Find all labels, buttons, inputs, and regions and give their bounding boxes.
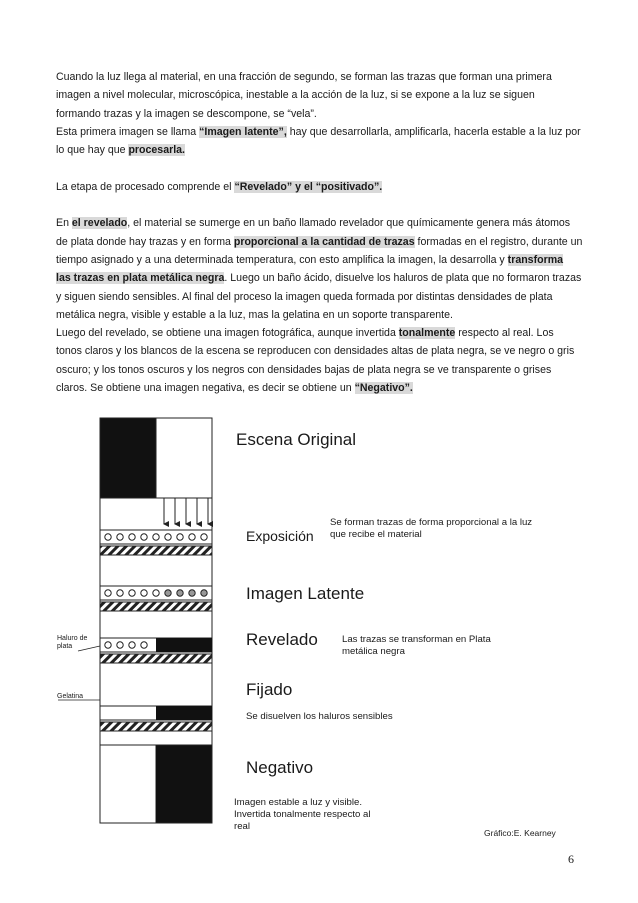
paragraph-line: Luego del revelado, se obtiene una imagen fotográfica, aunque invertida tonalmente respecto al real. Los — [56, 327, 554, 340]
paragraph-line: Cuando la luz llega al material, en una fracción de segundo, se forman las trazas que forman una primera — [56, 71, 552, 83]
paragraph-line: imagen a nivel molecular, microscópica, inestable a la acción de la luz, si se expone a la luz se siguen — [56, 89, 535, 102]
revelado-film — [100, 638, 212, 663]
paragraph-line: lo que hay que procesarla. — [56, 144, 185, 157]
highlight-proporcional: proporcional a la cantidad de trazas — [233, 235, 415, 248]
label-exposicion: Exposición — [246, 528, 314, 544]
imagen-latente-film — [100, 586, 212, 611]
paragraph-line: tiempo asignado y a una determinada temperatura, con esto amplifica la imagen, la desarrolla y transforma — [56, 253, 564, 266]
label-gelatina: Gelatina — [57, 693, 84, 700]
paragraph-line: En el revelado, el material se sumerge en un baño llamado revelador que químicamente genera más átomos — [56, 217, 571, 230]
exposicion-note: Se forman trazas de forma proporcional a la luz que recibe el material — [330, 517, 533, 540]
highlight-imagen-latente: “Imagen latente”, — [199, 125, 287, 138]
highlight-procesarla: procesarla. — [128, 144, 185, 157]
label-haluro-plata: Haluro de plata — [57, 635, 88, 650]
highlight-negativo: “Negativo”. — [354, 382, 413, 395]
paragraph-line: formando trazas y la imagen se descompone, se “vela”. — [56, 107, 317, 120]
paragraph-line: oscuro; y los tonos oscuros y los negros con densidades bajas de plata negra se ve transparente o grises — [56, 363, 552, 376]
fijado-film — [100, 706, 212, 731]
paragraph-line: de plata donde hay trazas y en forma proporcional a la cantidad de trazas formadas en el registro, durante un — [56, 235, 583, 248]
paragraph-line: metálica negra, visible y estable a la luz, mas la gelatina en un soporte transparente. — [56, 308, 453, 321]
page-number: 6 — [568, 852, 574, 866]
label-revelado: Revelado — [246, 630, 318, 649]
paragraph-line: Esta primera imagen se llama “Imagen latente”, hay que desarrollarla, amplificarla, hacerla estable a la luz por — [56, 125, 581, 138]
revelado-note: Las trazas se transforman en Plata metálica negra — [342, 634, 491, 657]
label-fijado: Fijado — [246, 680, 293, 699]
highlight-transforma: transforma — [507, 253, 564, 266]
exposicion-film — [100, 530, 212, 555]
highlight-plata-metalica: las trazas en plata metálica negra — [56, 272, 225, 285]
paragraph-line: tonos claros y los blancos de la escena se reproducen con densidades altas de plata negra, se ve negro o gris — [56, 345, 575, 358]
highlight-tonalmente: tonalmente — [398, 327, 456, 340]
escena-original-block — [100, 418, 212, 498]
negativo-note: Imagen estable a luz y visible. Invertida tonalmente respecto al real — [234, 797, 371, 832]
highlight-el-revelado: el revelado — [71, 217, 128, 230]
paragraph-line: y siguen siendo sensibles. Al final del proceso la imagen queda formada por distintas densidades de plata — [56, 290, 553, 303]
label-escena-original: Escena Original — [236, 430, 357, 449]
light-arrows — [164, 498, 208, 524]
label-imagen-latente: Imagen Latente — [246, 584, 365, 603]
paragraph-line: La etapa de procesado comprende el “Revelado” y el “positivado”. — [56, 180, 383, 193]
negativo-block — [100, 745, 212, 823]
label-negativo: Negativo — [246, 758, 314, 777]
diagram-credit: Gráfico:E. Kearney — [484, 828, 556, 838]
highlight-revelado-positivado: “Revelado” y el “positivado”. — [234, 180, 383, 193]
paragraph-line: las trazas en plata metálica negra. Luego un baño ácido, disuelve los haluros de plata que no formaron trazas — [56, 272, 582, 285]
paragraph-line: claros. Se obtiene una imagen negativa, es decir se obtiene un “Negativo”. — [56, 382, 413, 395]
fijado-note: Se disuelven los haluros sensibles — [246, 711, 393, 722]
